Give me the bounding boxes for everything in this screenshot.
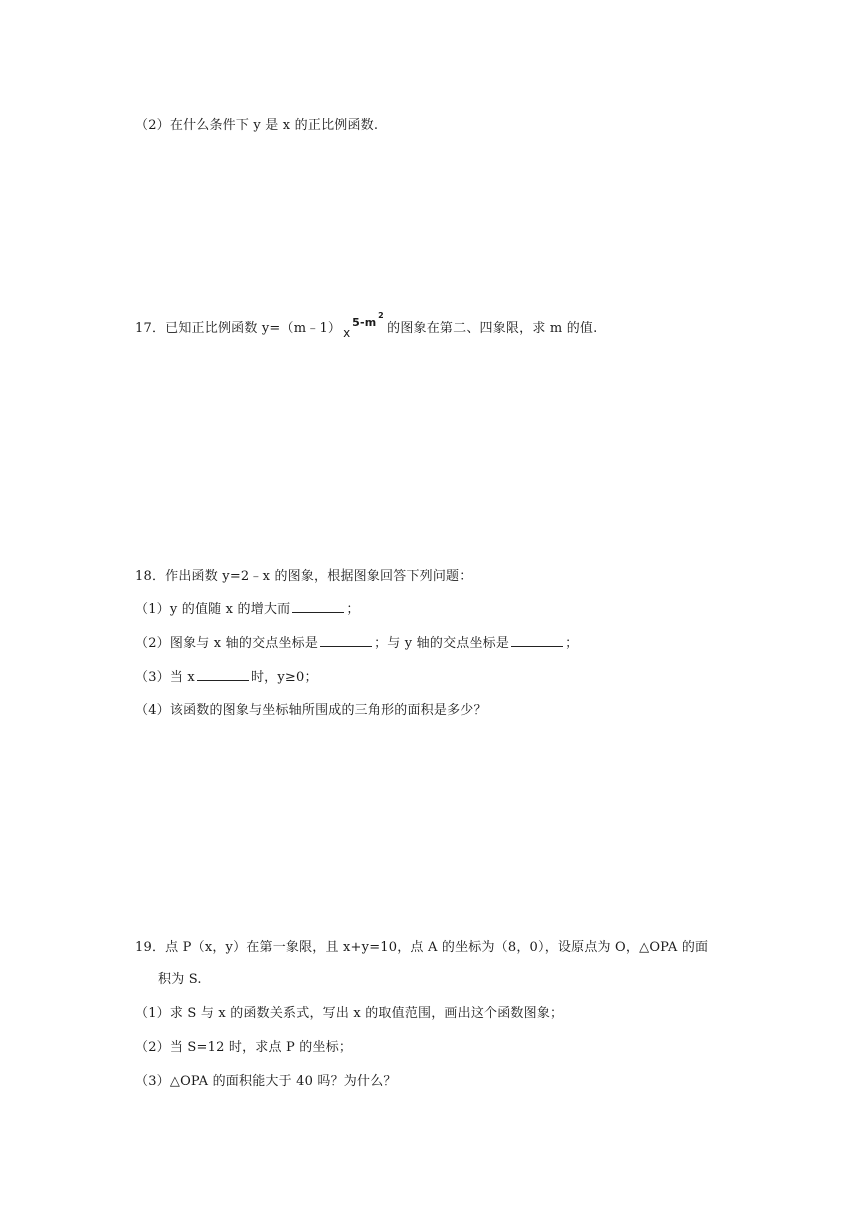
q18-part2 bbox=[135, 632, 578, 651]
q19-part2: （2）当 S=12 时，求点 P 的坐标； bbox=[135, 1040, 353, 1055]
q19-part3: （3）△OPA 的面积能大于 40 吗？为什么？ bbox=[135, 1074, 397, 1089]
q18-part2-blank-x bbox=[320, 634, 372, 647]
q18-stem: 18．作出函数 y=2﹣x 的图象，根据图象回答下列问题： bbox=[135, 569, 473, 584]
q18-part2-text-a: （2）图象与 x 轴的交点坐标是 bbox=[135, 636, 319, 651]
q18-part3-text-a: （3）当 x bbox=[135, 670, 195, 685]
q19-stem-line1: 19．点 P（x，y）在第一象限，且 x+y=10，点 A 的坐标为（8，0），设原点为 O，△OPA 的面 bbox=[135, 940, 709, 955]
q18-part4: （4）该函数的图象与坐标轴所围成的三角形的面积是多少？ bbox=[135, 703, 487, 718]
q17-prefix: 17．已知正比例函数 y=（m﹣1） bbox=[135, 321, 342, 336]
q18-part1-text: （1）y 的值随 x 的增大而 bbox=[135, 602, 291, 617]
q18-part2-blank-y bbox=[511, 634, 563, 647]
q17-power-exponent-square: 2 bbox=[378, 311, 384, 320]
q17-power-expression bbox=[341, 311, 387, 340]
q16-part2: （2）在什么条件下 y 是 x 的正比例函数. bbox=[135, 118, 379, 133]
q17-power-base: x bbox=[343, 326, 351, 340]
q18-part3 bbox=[135, 666, 318, 685]
q18-part1-blank bbox=[292, 600, 344, 613]
q17-suffix: 的图象在第二、四象限，求 m 的值. bbox=[387, 321, 598, 336]
q18-part1 bbox=[135, 598, 360, 617]
q18-part2-end: ； bbox=[565, 636, 579, 651]
q18-part3-text-b: 时，y≥0； bbox=[250, 670, 318, 685]
q19-stem-line2: 积为 S. bbox=[158, 972, 202, 987]
q18-part1-end: ； bbox=[346, 602, 360, 617]
q18-part2-text-b: ；与 y 轴的交点坐标是 bbox=[374, 636, 510, 651]
q17-line bbox=[135, 311, 598, 340]
q18-part3-blank bbox=[197, 668, 249, 681]
q17-power-exponent: 5-m bbox=[352, 316, 377, 329]
q19-part1: （1）求 S 与 x 的函数关系式，写出 x 的取值范围，画出这个函数图象； bbox=[135, 1006, 564, 1021]
